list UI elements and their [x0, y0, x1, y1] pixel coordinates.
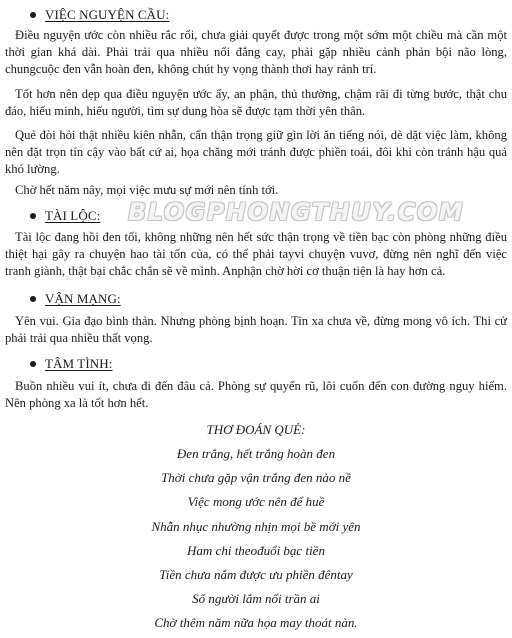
poem-line: Nhẫn nhục nhường nhịn mọi bề mới yên — [151, 519, 361, 534]
paragraph: Tài lộc đang hồi đen tối, không những nên hết sức thận trọng về tiền bạc còn phòng những điều thiệt hại gây ra chuyện hao tài tốn của, có thể phải tayvi chuyện vuvơ, đừng nên nghĩ đến việc tranh giành, thật bại chắc chắn sẽ về mình. Anphận chờ hời cơ thuận tiện là hay hơn cả. — [5, 230, 507, 278]
section-heading-nguyen-cau: VIỆC NGUYỆN CẦU: — [30, 6, 169, 23]
section-heading-tai-loc: TÀI LỘC: — [30, 207, 100, 224]
watermark-logo: BLOGPHONGTHUY.COM — [128, 198, 465, 226]
paragraph: Tốt hơn nên dẹp qua điều nguyện ước ấy, an phận, thủ thường, chậm rãi đi từng bước, thật chu đáo, hiếu minh, hiếu người, tìm sự dung hòa sẽ được tạm thời yên thân. — [5, 87, 507, 118]
poem-line: Tiền chưa nắm được ưu phiền đêntay — [159, 567, 353, 582]
poem-line: Việc mong ước nên để huề — [187, 494, 325, 509]
poem-line: Số người lắm nổi trần ai — [192, 591, 320, 606]
poem-line: Ham chi theođuổi bạc tiền — [187, 543, 325, 558]
bullet-icon — [30, 12, 36, 18]
paragraph: Buồn nhiều vui ít, chưa đi đến đâu cả. Phòng sự quyến rũ, lôi cuốn đến con đường nguy hiểm. Nên phòng xa là tốt hơn hết. — [5, 379, 507, 410]
paragraph: Điều nguyện ước còn nhiều rắc rối, chưa giải quyết được trong một sớm một chiều mà cần một thời gian khá dài. Phải trải qua nhiều nổi đắng cay, phải gặp nhiều cảnh phản bội não lòng, chungcuộc đen vẫn hoàn đen, không chút hy vọng thành thơi hay rảnh trí. — [5, 28, 507, 76]
bullet-icon — [30, 361, 36, 367]
bullet-icon — [30, 213, 36, 219]
poem-line: Đen trắng, hết trắng hoàn đen — [176, 446, 336, 461]
poem-line: Chờ thêm năm nữa họa may thoát nàn. — [154, 615, 358, 630]
poem-line: Thời chưa gặp vận trắng đen nào nề — [161, 470, 351, 485]
section-heading-van-mang: VẬN MẠNG: — [30, 290, 121, 307]
paragraph: Yên vui. Gia đạo bình thản. Nhưng phòng bịnh hoạn. Tin xa chưa về, đừng mong vô ích. Thi cử phải trải qua nhiều thất vọng. — [5, 314, 507, 345]
poem-title: THƠ ĐOÁN QUẺ: — [206, 422, 306, 437]
section-heading-tam-tinh: TÂM TÌNH: — [30, 355, 112, 372]
paragraph: Quẻ đòi hỏi thật nhiều kiên nhẫn, cẩn thận trọng giữ gìn lời ăn tiếng nói, dè dặt việc làm, không nên đặt trọn tín cậy vào bất cứ ai, họa chăng mới tránh được phiền toái, đôi khi còn tránh hậu quả khó lường. — [5, 128, 507, 176]
bullet-icon — [30, 296, 36, 302]
paragraph: Chờ hết năm nây, mọi việc mưu sự mới nên tính tới. — [15, 183, 279, 197]
